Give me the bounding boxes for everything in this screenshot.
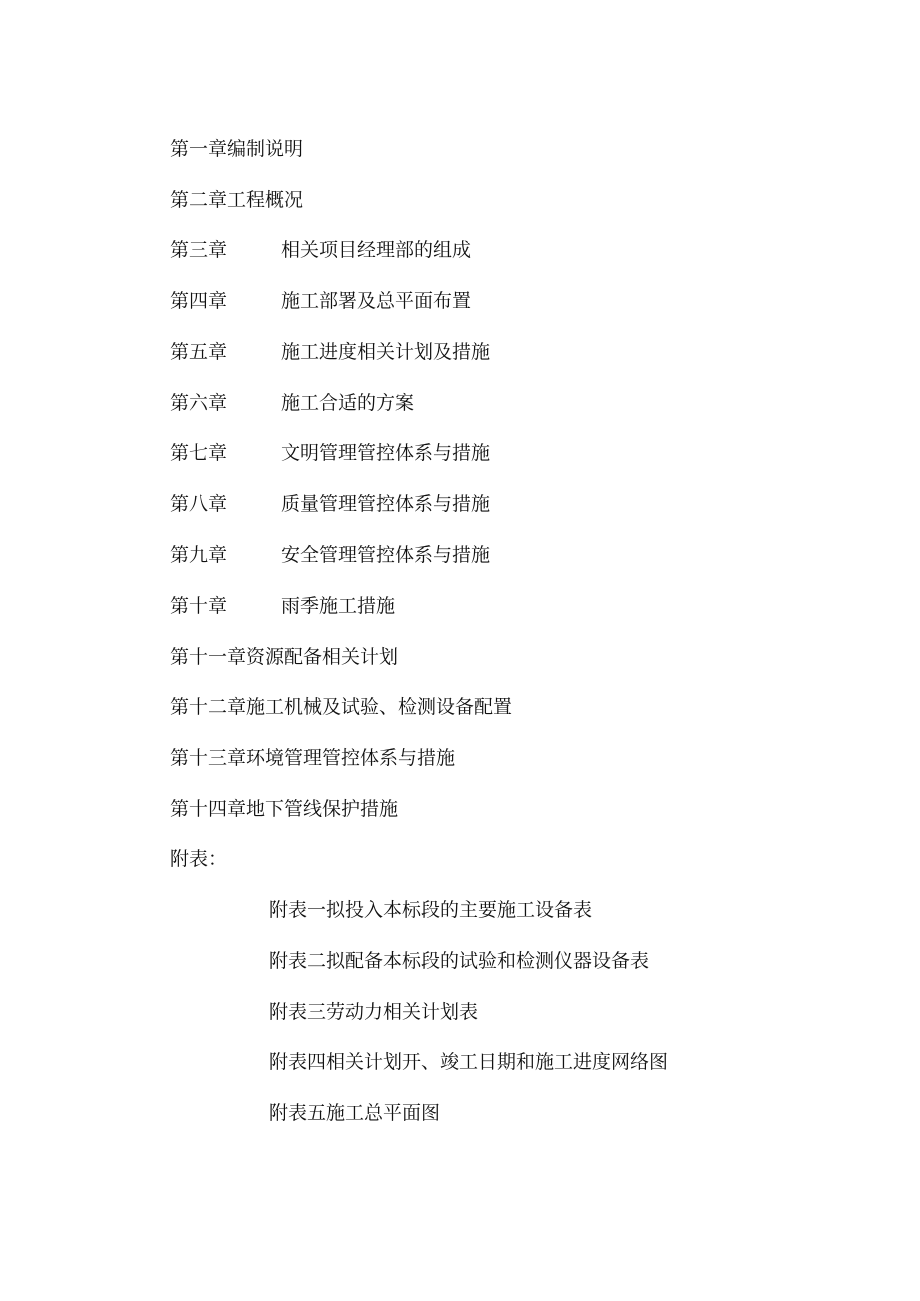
chapter-number: 第八章 (170, 493, 228, 515)
chapter-number: 第十一章 (170, 646, 247, 668)
chapter-title: 雨季施工措施 (281, 595, 396, 617)
toc-chapter-5 (170, 340, 490, 364)
chapter-title: 施工机械及试验、检测设备配置 (246, 696, 513, 718)
appendix-item-2: 附表二拟配备本标段的试验和检测仪器设备表 (269, 950, 650, 972)
chapter-title: 文明管理管控体系与措施 (281, 442, 491, 464)
chapter-number: 第七章 (170, 442, 228, 464)
chapter-title: 编制说明 (227, 138, 304, 160)
toc-chapter-8 (170, 492, 490, 516)
chapter-number: 第五章 (170, 341, 228, 363)
toc-chapter-6 (170, 391, 414, 415)
appendix-label: 附表： (170, 848, 228, 870)
chapter-title: 安全管理管控体系与措施 (281, 544, 491, 566)
chapter-title: 环境管理管控体系与措施 (246, 747, 456, 769)
toc-chapter-12 (170, 695, 512, 719)
toc-chapter-10 (170, 594, 395, 618)
chapter-number: 第三章 (170, 239, 228, 261)
chapter-title: 相关项目经理部的组成 (281, 239, 472, 261)
chapter-number: 第六章 (170, 392, 228, 414)
chapter-title: 地下管线保护措施 (246, 798, 399, 820)
chapter-title: 质量管理管控体系与措施 (281, 493, 491, 515)
toc-chapter-11 (170, 645, 398, 669)
toc-chapter-7 (170, 441, 490, 465)
chapter-number: 第十章 (170, 595, 228, 617)
toc-chapter-3 (170, 238, 471, 262)
chapter-title: 施工合适的方案 (281, 392, 415, 414)
appendix-item-3: 附表三劳动力相关计划表 (269, 1001, 479, 1023)
toc-chapter-14 (170, 797, 398, 821)
chapter-number: 第四章 (170, 290, 228, 312)
appendix-item-1: 附表一拟投入本标段的主要施工设备表 (269, 899, 593, 921)
chapter-number: 第二章 (170, 189, 228, 211)
appendix-item-4: 附表四相关计划开、竣工日期和施工进度网络图 (269, 1051, 669, 1073)
chapter-title: 施工部署及总平面布置 (281, 290, 472, 312)
toc-chapter-1 (170, 137, 303, 161)
appendix-item-5: 附表五施工总平面图 (269, 1102, 441, 1124)
chapter-title: 施工进度相关计划及措施 (281, 341, 491, 363)
chapter-number: 第一章 (170, 138, 228, 160)
toc-chapter-9 (170, 543, 490, 567)
toc-chapter-13 (170, 746, 455, 770)
toc-chapter-4 (170, 289, 471, 313)
toc-chapter-2 (170, 188, 303, 212)
chapter-number: 第十三章 (170, 747, 247, 769)
chapter-title: 工程概况 (227, 189, 304, 211)
chapter-number: 第十二章 (170, 696, 247, 718)
chapter-number: 第十四章 (170, 798, 247, 820)
chapter-number: 第九章 (170, 544, 228, 566)
chapter-title: 资源配备相关计划 (246, 646, 399, 668)
